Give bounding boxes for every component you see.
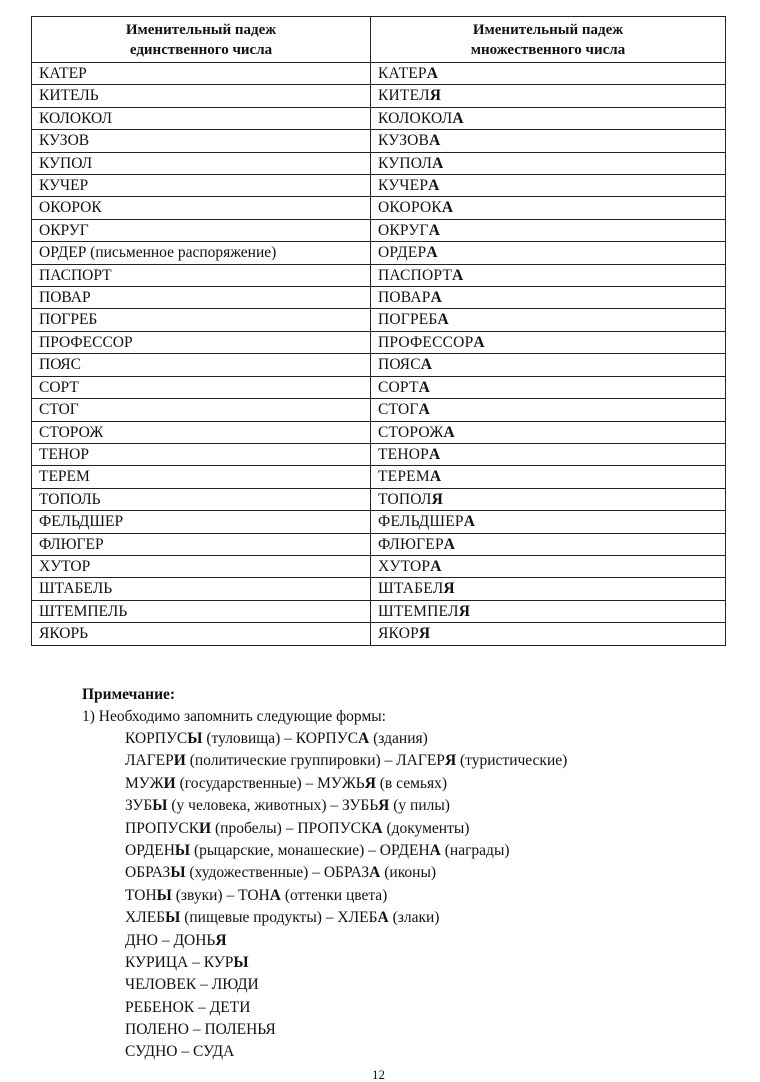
plural-cell bbox=[371, 399, 726, 421]
table-row bbox=[32, 219, 726, 241]
table-header-row bbox=[32, 17, 726, 63]
note-ending: Я bbox=[215, 931, 227, 949]
table-body bbox=[32, 63, 726, 646]
note-text: (в семьях) bbox=[375, 774, 447, 792]
plural-stem: ТЕНОР bbox=[378, 445, 429, 463]
note-text: СУДНО – СУДА bbox=[125, 1043, 235, 1061]
plural-cell bbox=[371, 107, 726, 129]
note-text: (награды) bbox=[440, 841, 510, 859]
plural-ending: А bbox=[452, 109, 464, 127]
plural-cell bbox=[371, 488, 726, 510]
table-row bbox=[32, 511, 726, 533]
note-list bbox=[82, 728, 702, 1064]
singular-cell: ПОГРЕБ bbox=[32, 309, 371, 331]
singular-cell: КУЗОВ bbox=[32, 130, 371, 152]
note-text: РЕБЕНОК – ДЕТИ bbox=[125, 998, 251, 1016]
note-item bbox=[125, 930, 702, 952]
table-row bbox=[32, 242, 726, 264]
plural-cell bbox=[371, 219, 726, 241]
plural-cell bbox=[371, 63, 726, 85]
singular-cell: ЯКОРЬ bbox=[32, 623, 371, 645]
table-row bbox=[32, 466, 726, 488]
note-text: (звуки) – ТОН bbox=[171, 886, 270, 904]
note-ending: А bbox=[377, 909, 389, 927]
table-row bbox=[32, 130, 726, 152]
plural-stem: ПОВАР bbox=[378, 289, 431, 307]
table-row bbox=[32, 63, 726, 85]
table-row bbox=[32, 376, 726, 398]
plural-cell bbox=[371, 354, 726, 376]
note-text: ПОЛЕНО – ПОЛЕНЬЯ bbox=[125, 1021, 276, 1039]
table-row bbox=[32, 600, 726, 622]
note-text: (политические группировки) – ЛАГЕР bbox=[185, 752, 445, 770]
plural-cell bbox=[371, 443, 726, 465]
note-text: ТОН bbox=[125, 886, 157, 904]
singular-cell: ШТАБЕЛЬ bbox=[32, 578, 371, 600]
plural-cell bbox=[371, 130, 726, 152]
plural-stem: ТОПОЛ bbox=[378, 490, 432, 508]
singular-cell: ОРДЕР (письменное распоряжение) bbox=[32, 242, 371, 264]
note-ending: Я bbox=[378, 797, 390, 815]
plural-ending: Я bbox=[458, 602, 471, 620]
table-row bbox=[32, 107, 726, 129]
plural-cell bbox=[371, 152, 726, 174]
plural-ending: Я bbox=[418, 625, 431, 643]
singular-cell: КИТЕЛЬ bbox=[32, 85, 371, 107]
plural-ending: А bbox=[443, 535, 456, 553]
plural-cell bbox=[371, 242, 726, 264]
plural-ending: Я bbox=[429, 87, 442, 105]
plural-cell bbox=[371, 331, 726, 353]
note-text: ЗУБ bbox=[125, 797, 153, 815]
plural-stem: КУЧЕР bbox=[378, 177, 429, 195]
note-point: 1) Необходимо запомнить следующие формы: bbox=[82, 708, 386, 725]
note-ending: А bbox=[358, 730, 370, 747]
singular-cell: СТОГ bbox=[32, 399, 371, 421]
singular-cell: ПОЯС bbox=[32, 354, 371, 376]
note-ending: А bbox=[369, 864, 381, 882]
header-plural-line2: множественного числа bbox=[470, 42, 626, 58]
singular-cell: ТЕРЕМ bbox=[32, 466, 371, 488]
plural-stem: СОРТ bbox=[378, 378, 419, 396]
header-singular bbox=[32, 17, 371, 63]
note-text: (туловища) – КОРПУС bbox=[202, 730, 359, 747]
note-item bbox=[125, 840, 702, 862]
note-section bbox=[82, 684, 702, 1064]
note-item bbox=[125, 862, 702, 884]
singular-cell: КАТЕР bbox=[32, 63, 371, 85]
plural-ending: А bbox=[473, 333, 485, 351]
note-text: ЛАГЕР bbox=[125, 752, 174, 770]
note-ending: Ы bbox=[187, 730, 203, 747]
singular-cell: ОКОРОК bbox=[32, 197, 371, 219]
note-ending: И bbox=[199, 819, 212, 837]
note-text: КОРПУС bbox=[125, 730, 188, 747]
header-singular-line1: Именительный падеж bbox=[125, 22, 277, 38]
header-singular-line2: единственного числа bbox=[129, 42, 273, 58]
plural-stem: ОКРУГ bbox=[378, 221, 429, 239]
plural-ending: А bbox=[420, 356, 433, 374]
plural-ending: А bbox=[430, 557, 442, 575]
table-row bbox=[32, 443, 726, 465]
table-row bbox=[32, 197, 726, 219]
table-row bbox=[32, 264, 726, 286]
singular-cell: СОРТ bbox=[32, 376, 371, 398]
note-text: (у человека, животных) – ЗУБЬ bbox=[167, 797, 379, 815]
note-item bbox=[125, 952, 702, 974]
singular-cell: КУЧЕР bbox=[32, 175, 371, 197]
plural-stem: КУЗОВ bbox=[378, 132, 430, 150]
note-text: ОРДЕН bbox=[125, 841, 175, 859]
note-title: Примечание: bbox=[82, 686, 176, 703]
plural-cell bbox=[371, 600, 726, 622]
plural-stem: ПРОФЕССОР bbox=[378, 333, 474, 351]
table-row bbox=[32, 287, 726, 309]
page-number: 12 bbox=[372, 1067, 385, 1082]
plural-ending: А bbox=[452, 266, 464, 284]
table-row bbox=[32, 354, 726, 376]
header-plural bbox=[371, 17, 726, 63]
plural-stem: ФЕЛЬДШЕР bbox=[378, 513, 464, 531]
note-text: (пробелы) – ПРОПУСК bbox=[211, 819, 372, 837]
note-text: (документы) bbox=[382, 819, 470, 837]
note-text: (пищевые продукты) – ХЛЕБ bbox=[180, 909, 378, 927]
singular-cell: ТЕНОР bbox=[32, 443, 371, 465]
note-text: ОБРАЗ bbox=[125, 864, 171, 882]
note-text: МУЖ bbox=[125, 774, 164, 792]
note-text: (туристические) bbox=[456, 752, 568, 770]
plural-cell bbox=[371, 421, 726, 443]
singular-cell: ТОПОЛЬ bbox=[32, 488, 371, 510]
table-row bbox=[32, 578, 726, 600]
note-text: (злаки) bbox=[388, 909, 440, 927]
note-ending: Я bbox=[364, 774, 376, 792]
note-text: ЧЕЛОВЕК – ЛЮДИ bbox=[125, 976, 259, 994]
note-ending: А bbox=[429, 841, 441, 859]
plural-stem: ШТЕМПЕЛ bbox=[378, 602, 459, 620]
table-row bbox=[32, 623, 726, 645]
note-ending: Ы bbox=[170, 864, 186, 882]
plural-cell bbox=[371, 175, 726, 197]
singular-cell: ПАСПОРТ bbox=[32, 264, 371, 286]
plural-ending: Я bbox=[431, 490, 443, 508]
note-ending: Я bbox=[444, 752, 457, 770]
note-ending: Ы bbox=[156, 886, 172, 904]
plural-stem: КИТЕЛ bbox=[378, 87, 430, 105]
note-ending: Ы bbox=[152, 797, 168, 815]
plural-cell bbox=[371, 533, 726, 555]
note-item bbox=[125, 885, 702, 907]
plural-cell bbox=[371, 466, 726, 488]
plural-cell bbox=[371, 623, 726, 645]
plural-stem: КОЛОКОЛ bbox=[378, 109, 453, 127]
plural-ending: А bbox=[428, 221, 441, 239]
note-ending: А bbox=[269, 886, 281, 904]
note-item bbox=[125, 818, 702, 840]
plural-cell bbox=[371, 197, 726, 219]
note-ending: И bbox=[163, 774, 176, 792]
note-item bbox=[125, 773, 702, 795]
plural-ending: А bbox=[432, 154, 444, 172]
singular-cell: ПОВАР bbox=[32, 287, 371, 309]
plural-stem: ПАСПОРТ bbox=[378, 266, 453, 284]
plural-stem: ОРДЕР bbox=[378, 244, 427, 262]
plural-stem: КУПОЛ bbox=[378, 154, 433, 172]
plural-stem: ОКОРОК bbox=[378, 199, 442, 217]
plural-ending: А bbox=[426, 65, 439, 82]
singular-cell: ФЕЛЬДШЕР bbox=[32, 511, 371, 533]
note-text: (здания) bbox=[369, 730, 428, 747]
plural-stem: СТОГ bbox=[378, 401, 419, 419]
plural-forms-table bbox=[31, 16, 726, 646]
plural-stem: ПОГРЕБ bbox=[378, 311, 438, 329]
note-item bbox=[125, 750, 702, 772]
table-row bbox=[32, 331, 726, 353]
note-text: (художественные) – ОБРАЗ bbox=[185, 864, 370, 882]
note-text: ХЛЕБ bbox=[125, 909, 166, 927]
plural-cell bbox=[371, 309, 726, 331]
plural-ending: А bbox=[428, 177, 440, 195]
plural-stem: ПОЯС bbox=[378, 356, 421, 374]
singular-cell: ШТЕМПЕЛЬ bbox=[32, 600, 371, 622]
note-item bbox=[125, 997, 702, 1019]
note-ending: Ы bbox=[233, 953, 249, 971]
plural-stem: КАТЕР bbox=[378, 65, 427, 82]
plural-stem: ЯКОР bbox=[378, 625, 419, 643]
note-text: КУРИЦА – КУР bbox=[125, 953, 234, 971]
plural-cell bbox=[371, 85, 726, 107]
plural-ending: А bbox=[429, 468, 442, 486]
singular-cell: ОКРУГ bbox=[32, 219, 371, 241]
table-row bbox=[32, 152, 726, 174]
plural-stem: ФЛЮГЕР bbox=[378, 535, 444, 553]
table-row bbox=[32, 309, 726, 331]
table-row bbox=[32, 421, 726, 443]
note-ending: Ы bbox=[165, 909, 181, 927]
note-item bbox=[125, 974, 702, 996]
table-row bbox=[32, 399, 726, 421]
singular-cell: ХУТОР bbox=[32, 555, 371, 577]
plural-stem: СТОРОЖ bbox=[378, 423, 444, 441]
note-text: ДНО – ДОНЬ bbox=[125, 931, 216, 949]
plural-cell bbox=[371, 287, 726, 309]
plural-ending: А bbox=[418, 378, 431, 396]
note-text: (государственные) – МУЖЬ bbox=[175, 774, 365, 792]
note-item bbox=[125, 1019, 702, 1041]
plural-ending: А bbox=[463, 513, 476, 531]
table-row bbox=[32, 533, 726, 555]
plural-ending: А bbox=[441, 199, 454, 217]
table-row bbox=[32, 85, 726, 107]
note-ending: И bbox=[173, 752, 186, 770]
singular-cell: ПРОФЕССОР bbox=[32, 331, 371, 353]
plural-stem: ШТАБЕЛ bbox=[378, 580, 444, 598]
note-item bbox=[125, 795, 702, 817]
plural-cell bbox=[371, 376, 726, 398]
singular-cell: ФЛЮГЕР bbox=[32, 533, 371, 555]
plural-stem: ТЕРЕМ bbox=[378, 468, 430, 486]
note-text: (оттенки цвета) bbox=[280, 886, 388, 904]
note-item bbox=[125, 1041, 702, 1063]
note-ending: А bbox=[371, 819, 383, 837]
plural-cell bbox=[371, 264, 726, 286]
plural-ending: А bbox=[429, 132, 441, 150]
plural-ending: А bbox=[418, 401, 430, 419]
note-text: ПРОПУСК bbox=[125, 819, 200, 837]
plural-ending: А bbox=[428, 445, 441, 463]
plural-ending: А bbox=[430, 289, 442, 307]
plural-cell bbox=[371, 511, 726, 533]
plural-cell bbox=[371, 578, 726, 600]
plural-ending: А bbox=[443, 423, 455, 441]
plural-ending: Я bbox=[443, 580, 455, 598]
plural-ending: А bbox=[426, 244, 438, 262]
note-item bbox=[125, 907, 702, 929]
table-row bbox=[32, 555, 726, 577]
note-text: (у пилы) bbox=[389, 797, 450, 815]
singular-cell: КУПОЛ bbox=[32, 152, 371, 174]
note-item bbox=[125, 728, 702, 750]
note-ending: Ы bbox=[174, 841, 191, 859]
singular-cell: СТОРОЖ bbox=[32, 421, 371, 443]
table-row bbox=[32, 488, 726, 510]
plural-cell bbox=[371, 555, 726, 577]
note-text: (иконы) bbox=[380, 864, 437, 882]
header-plural-line1: Именительный падеж bbox=[472, 22, 624, 38]
table-row bbox=[32, 175, 726, 197]
plural-stem: ХУТОР bbox=[378, 557, 431, 575]
note-text: (рыцарские, монашеские) – ОРДЕН bbox=[190, 841, 430, 859]
plural-ending: А bbox=[437, 311, 449, 329]
singular-cell: КОЛОКОЛ bbox=[32, 107, 371, 129]
